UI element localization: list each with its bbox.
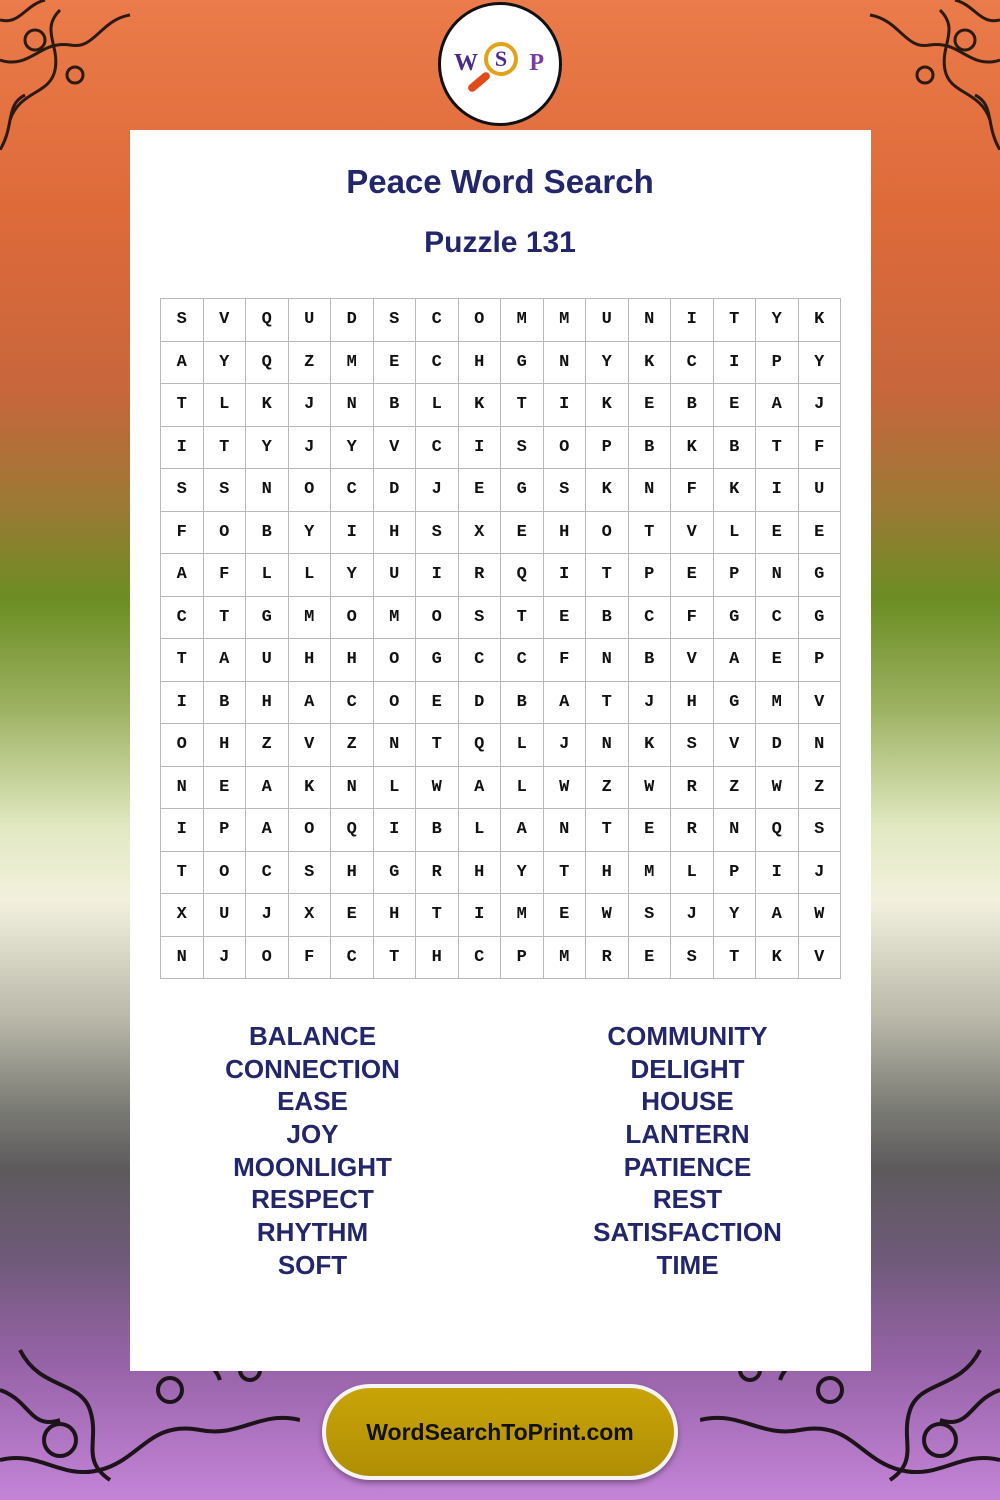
grid-cell[interactable]: T [374,937,417,980]
grid-cell[interactable]: M [544,937,587,980]
grid-cell[interactable]: T [714,937,757,980]
grid-cell[interactable]: M [289,597,332,640]
grid-cell[interactable]: R [459,554,502,597]
grid-cell[interactable]: K [756,937,799,980]
grid-cell[interactable]: V [671,639,714,682]
grid-cell[interactable]: C [416,342,459,385]
word-list-item: HOUSE [641,1086,734,1117]
grid-cell[interactable]: A [246,809,289,852]
grid-cell[interactable]: Z [331,724,374,767]
grid-cell[interactable]: D [374,469,417,512]
corner-flourish-top-left [0,0,150,150]
grid-cell[interactable]: E [756,512,799,555]
grid-cell[interactable]: M [756,682,799,725]
grid-cell[interactable]: P [586,427,629,470]
grid-cell[interactable]: C [459,937,502,980]
grid-cell[interactable]: I [161,809,204,852]
word-list-item: REST [652,1184,723,1215]
grid-cell[interactable]: E [544,894,587,937]
word-list-right [500,1020,875,1282]
grid-cell[interactable]: Q [756,809,799,852]
grid-cell[interactable]: I [416,554,459,597]
grid-cell[interactable]: T [544,852,587,895]
logo-letter-w: W [454,50,478,76]
grid-cell[interactable]: O [416,597,459,640]
grid-cell[interactable]: C [246,852,289,895]
grid-cell[interactable]: I [714,342,757,385]
grid-cell[interactable]: B [586,597,629,640]
grid-cell[interactable]: B [671,384,714,427]
grid-cell[interactable]: B [714,427,757,470]
grid-cell[interactable]: Z [799,767,842,810]
grid-cell[interactable]: N [331,384,374,427]
grid-cell[interactable]: O [204,512,247,555]
grid-cell[interactable]: L [289,554,332,597]
grid-cell[interactable]: D [756,724,799,767]
grid-cell[interactable]: R [671,809,714,852]
grid-cell[interactable]: Y [586,342,629,385]
grid-cell[interactable]: G [501,342,544,385]
grid-cell[interactable]: C [671,342,714,385]
word-list-item: MOONLIGHT [233,1151,392,1182]
grid-cell[interactable]: N [161,767,204,810]
word-list-item: LANTERN [625,1119,750,1150]
grid-cell[interactable]: S [161,299,204,342]
word-list-item: CONNECTION [225,1053,400,1084]
grid-cell[interactable]: T [161,852,204,895]
grid-cell[interactable]: F [544,639,587,682]
grid-cell[interactable]: E [629,937,672,980]
grid-cell[interactable]: K [714,469,757,512]
grid-cell[interactable]: I [671,299,714,342]
grid-cell[interactable]: N [331,767,374,810]
grid-cell[interactable]: V [289,724,332,767]
grid-cell[interactable]: A [204,639,247,682]
grid-cell[interactable]: S [459,597,502,640]
grid-cell[interactable]: C [629,597,672,640]
grid-cell[interactable]: O [586,512,629,555]
grid-cell[interactable]: T [629,512,672,555]
grid-cell[interactable]: Y [331,427,374,470]
grid-cell[interactable]: P [714,554,757,597]
grid-cell[interactable]: S [671,937,714,980]
grid-cell[interactable]: N [374,724,417,767]
grid-cell[interactable]: S [204,469,247,512]
grid-cell[interactable]: I [544,554,587,597]
word-list-item: BALANCE [248,1021,377,1051]
grid-cell[interactable]: E [204,767,247,810]
grid-cell[interactable]: W [544,767,587,810]
grid-cell[interactable]: M [501,894,544,937]
grid-cell[interactable]: S [416,512,459,555]
grid-cell[interactable]: J [629,682,672,725]
grid-cell[interactable]: F [671,597,714,640]
grid-cell[interactable]: E [501,512,544,555]
word-list-item: JOY [286,1119,339,1150]
grid-cell[interactable]: U [586,299,629,342]
grid-cell[interactable]: Y [289,512,332,555]
grid-cell[interactable]: C [756,597,799,640]
website-label: WordSearchToPrint.com [366,1418,634,1445]
grid-cell[interactable]: S [629,894,672,937]
grid-cell[interactable]: U [246,639,289,682]
grid-cell[interactable]: P [714,852,757,895]
grid-cell[interactable]: R [586,937,629,980]
grid-cell[interactable]: T [416,894,459,937]
grid-cell[interactable]: E [459,469,502,512]
grid-cell[interactable]: O [161,724,204,767]
grid-cell[interactable]: Z [246,724,289,767]
grid-cell[interactable]: L [204,384,247,427]
grid-cell[interactable]: C [331,937,374,980]
grid-cell[interactable]: T [161,384,204,427]
grid-cell[interactable]: C [331,469,374,512]
grid-cell[interactable]: K [799,299,842,342]
grid-cell[interactable]: J [204,937,247,980]
grid-cell[interactable]: I [544,384,587,427]
grid-cell[interactable]: G [246,597,289,640]
grid-cell[interactable]: H [204,724,247,767]
grid-cell[interactable]: E [671,554,714,597]
grid-cell[interactable]: B [501,682,544,725]
grid-cell[interactable]: I [756,852,799,895]
grid-cell[interactable]: A [161,342,204,385]
grid-cell[interactable]: J [799,852,842,895]
grid-cell[interactable]: N [714,809,757,852]
grid-cell[interactable]: C [161,597,204,640]
grid-cell[interactable]: H [416,937,459,980]
grid-cell[interactable]: M [374,597,417,640]
grid-cell[interactable]: G [714,597,757,640]
grid-cell[interactable]: L [459,809,502,852]
word-list-item: RHYTHM [256,1217,369,1248]
grid-cell[interactable]: Y [501,852,544,895]
word-list-item: COMMUNITY [607,1021,768,1051]
grid-cell[interactable]: T [204,427,247,470]
grid-cell[interactable]: Q [246,299,289,342]
grid-cell[interactable]: H [246,682,289,725]
grid-cell[interactable]: V [799,682,842,725]
grid-cell[interactable]: W [756,767,799,810]
word-list-left [125,1020,500,1282]
grid-cell[interactable]: T [501,384,544,427]
grid-cell[interactable]: J [289,427,332,470]
grid-cell[interactable]: A [756,384,799,427]
grid-cell[interactable]: M [544,299,587,342]
grid-cell[interactable]: P [204,809,247,852]
grid-cell[interactable]: W [586,894,629,937]
grid-cell[interactable]: L [501,767,544,810]
grid-cell[interactable]: K [459,384,502,427]
grid-cell[interactable]: C [331,682,374,725]
word-list-item: PATIENCE [623,1151,752,1182]
grid-cell[interactable]: T [204,597,247,640]
grid-cell[interactable]: Z [586,767,629,810]
grid-cell[interactable]: S [671,724,714,767]
grid-cell[interactable]: T [714,299,757,342]
grid-cell[interactable]: B [246,512,289,555]
word-list-item: EASE [277,1086,348,1117]
grid-cell[interactable]: L [374,767,417,810]
grid-cell[interactable]: Y [331,554,374,597]
grid-cell[interactable]: A [246,767,289,810]
grid-cell[interactable]: Q [459,724,502,767]
grid-cell[interactable]: E [331,894,374,937]
grid-cell[interactable]: G [416,639,459,682]
grid-cell[interactable]: D [331,299,374,342]
grid-cell[interactable]: H [374,512,417,555]
grid-cell[interactable]: H [544,512,587,555]
letter-grid [160,298,841,979]
grid-cell[interactable]: Z [714,767,757,810]
grid-cell[interactable]: G [799,554,842,597]
grid-cell[interactable]: O [289,469,332,512]
grid-cell[interactable]: S [374,299,417,342]
grid-cell[interactable]: U [204,894,247,937]
grid-cell[interactable]: B [204,682,247,725]
grid-cell[interactable]: X [161,894,204,937]
grid-cell[interactable]: T [586,682,629,725]
word-list-item: RESPECT [251,1184,374,1215]
grid-cell[interactable]: O [204,852,247,895]
grid-cell[interactable]: D [459,682,502,725]
grid-cell[interactable]: L [714,512,757,555]
grid-cell[interactable]: V [714,724,757,767]
grid-cell[interactable]: N [586,724,629,767]
grid-cell[interactable]: N [544,809,587,852]
grid-cell[interactable]: B [629,639,672,682]
grid-cell[interactable]: Y [756,299,799,342]
grid-cell[interactable]: F [289,937,332,980]
grid-cell[interactable]: H [374,894,417,937]
grid-cell[interactable]: I [459,894,502,937]
grid-cell[interactable]: H [289,639,332,682]
grid-cell[interactable]: T [586,554,629,597]
grid-cell[interactable]: T [586,809,629,852]
grid-cell[interactable]: E [544,597,587,640]
grid-cell[interactable]: X [289,894,332,937]
grid-cell[interactable]: S [799,809,842,852]
grid-cell[interactable]: P [629,554,672,597]
grid-cell[interactable]: F [204,554,247,597]
word-list-item: SATISFACTION [593,1217,782,1248]
grid-cell[interactable]: I [374,809,417,852]
grid-cell[interactable]: Q [246,342,289,385]
logo-letter-s: S [494,46,508,71]
grid-cell[interactable]: H [459,852,502,895]
grid-cell[interactable]: C [459,639,502,682]
grid-cell[interactable]: J [544,724,587,767]
grid-cell[interactable]: O [331,597,374,640]
grid-cell[interactable]: P [799,639,842,682]
grid-cell[interactable]: K [289,767,332,810]
grid-cell[interactable]: U [799,469,842,512]
grid-cell[interactable]: F [161,512,204,555]
grid-cell[interactable]: P [501,937,544,980]
grid-cell[interactable]: W [416,767,459,810]
grid-cell[interactable]: K [586,384,629,427]
grid-cell[interactable]: L [671,852,714,895]
grid-cell[interactable]: S [289,852,332,895]
grid-cell[interactable]: Y [204,342,247,385]
grid-cell[interactable]: Y [246,427,289,470]
grid-cell[interactable]: U [289,299,332,342]
grid-cell[interactable]: Q [331,809,374,852]
website-button[interactable] [322,1384,678,1480]
grid-cell[interactable]: H [586,852,629,895]
grid-cell[interactable]: H [331,639,374,682]
grid-cell[interactable]: K [671,427,714,470]
grid-cell[interactable]: N [756,554,799,597]
grid-cell[interactable]: A [544,682,587,725]
magnifier-icon [484,42,518,76]
grid-cell[interactable]: E [629,384,672,427]
grid-cell[interactable]: K [246,384,289,427]
grid-cell[interactable]: O [459,299,502,342]
grid-cell[interactable]: A [501,809,544,852]
grid-cell[interactable]: I [161,682,204,725]
grid-cell[interactable]: F [671,469,714,512]
grid-cell[interactable]: P [756,342,799,385]
grid-cell[interactable]: F [799,427,842,470]
grid-cell[interactable]: H [331,852,374,895]
word-list-item: SOFT [277,1249,348,1280]
grid-cell[interactable]: O [544,427,587,470]
grid-cell[interactable]: M [501,299,544,342]
grid-cell[interactable]: H [459,342,502,385]
grid-cell[interactable]: X [459,512,502,555]
grid-cell[interactable]: K [629,724,672,767]
grid-cell[interactable]: G [374,852,417,895]
corner-flourish-top-right [850,0,1000,150]
grid-cell[interactable]: N [629,299,672,342]
grid-cell[interactable]: M [629,852,672,895]
grid-cell[interactable]: J [799,384,842,427]
grid-cell[interactable]: B [374,384,417,427]
grid-cell[interactable]: S [544,469,587,512]
grid-cell[interactable]: A [714,639,757,682]
grid-cell[interactable]: N [246,469,289,512]
grid-cell[interactable]: T [161,639,204,682]
grid-cell[interactable]: V [204,299,247,342]
grid-cell[interactable]: N [799,724,842,767]
grid-cell[interactable]: E [714,384,757,427]
grid-cell[interactable]: E [799,512,842,555]
grid-cell[interactable]: I [756,469,799,512]
grid-cell[interactable]: E [756,639,799,682]
grid-cell[interactable]: R [416,852,459,895]
grid-cell[interactable]: W [629,767,672,810]
grid-cell[interactable]: T [756,427,799,470]
grid-cell[interactable]: H [671,682,714,725]
grid-cell[interactable]: E [629,809,672,852]
puzzle-number: Puzzle 131 [424,226,576,259]
grid-cell[interactable]: A [459,767,502,810]
grid-cell[interactable]: L [246,554,289,597]
grid-cell[interactable]: C [416,299,459,342]
grid-cell[interactable]: Z [289,342,332,385]
grid-cell[interactable]: V [374,427,417,470]
grid-cell[interactable]: C [416,427,459,470]
grid-cell[interactable]: Q [501,554,544,597]
grid-cell[interactable]: J [289,384,332,427]
grid-cell[interactable]: G [799,597,842,640]
grid-cell[interactable]: J [671,894,714,937]
grid-cell[interactable]: V [799,937,842,980]
grid-cell[interactable]: R [671,767,714,810]
grid-cell[interactable]: N [629,469,672,512]
grid-cell[interactable]: A [161,554,204,597]
word-list-item: DELIGHT [630,1053,745,1084]
grid-cell[interactable]: T [501,597,544,640]
grid-cell[interactable]: M [331,342,374,385]
grid-cell[interactable]: G [714,682,757,725]
grid-cell[interactable]: T [416,724,459,767]
grid-cell[interactable]: L [501,724,544,767]
grid-cell[interactable]: O [289,809,332,852]
grid-cell[interactable]: N [161,937,204,980]
grid-cell[interactable]: O [246,937,289,980]
grid-cell[interactable]: N [544,342,587,385]
grid-cell[interactable]: C [501,639,544,682]
grid-cell[interactable]: E [374,342,417,385]
grid-cell[interactable]: V [671,512,714,555]
grid-cell[interactable]: I [459,427,502,470]
logo-letter-p: P [529,50,544,76]
grid-cell[interactable]: I [161,427,204,470]
grid-cell[interactable]: K [586,469,629,512]
grid-cell[interactable]: O [374,639,417,682]
grid-cell[interactable]: B [629,427,672,470]
grid-cell[interactable]: A [756,894,799,937]
grid-cell[interactable]: S [501,427,544,470]
grid-cell[interactable]: G [501,469,544,512]
grid-cell[interactable]: U [374,554,417,597]
grid-cell[interactable]: J [416,469,459,512]
grid-cell[interactable]: J [246,894,289,937]
grid-cell[interactable]: E [416,682,459,725]
grid-cell[interactable]: Y [714,894,757,937]
word-list-item: TIME [656,1249,719,1280]
grid-cell[interactable]: S [161,469,204,512]
grid-cell[interactable]: O [374,682,417,725]
grid-cell[interactable]: K [629,342,672,385]
grid-cell[interactable]: I [331,512,374,555]
grid-cell[interactable]: Y [799,342,842,385]
grid-cell[interactable]: L [416,384,459,427]
page-title: Peace Word Search [346,163,654,200]
grid-cell[interactable]: N [586,639,629,682]
grid-cell[interactable]: B [416,809,459,852]
grid-cell[interactable]: W [799,894,842,937]
grid-cell[interactable]: A [289,682,332,725]
wsp-logo [438,2,562,126]
